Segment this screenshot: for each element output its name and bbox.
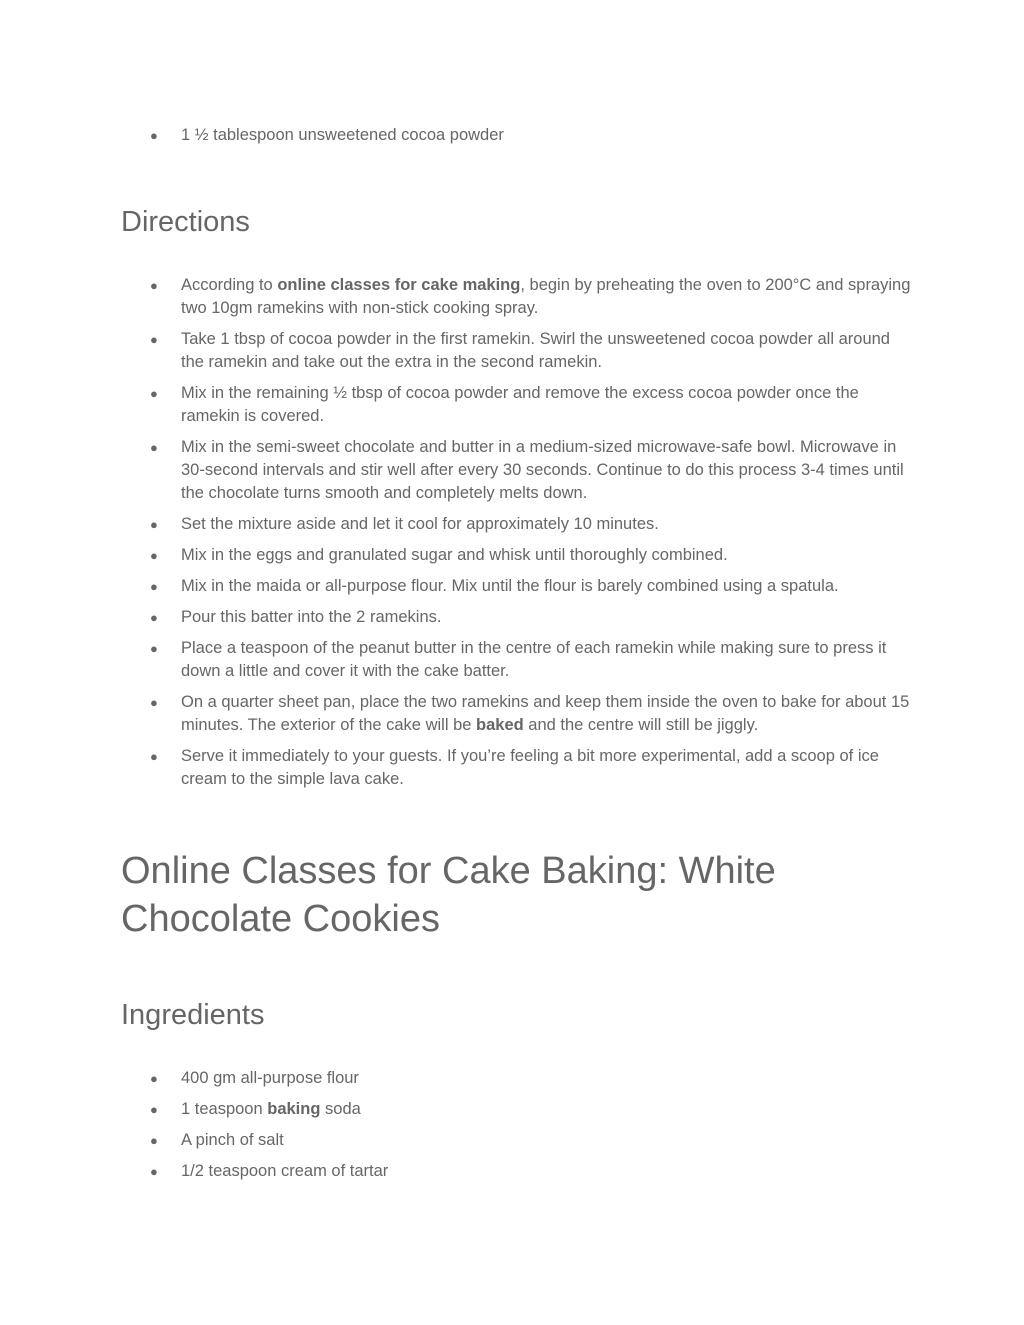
list-item	[0, 1160, 1024, 1183]
list-item	[0, 513, 1024, 536]
list-item-text: Place a teaspoon of the peanut butter in the centre of each ramekin while making sure to press it down a little and cover it with the cake batter.	[181, 639, 887, 680]
list-item-bold-text: baked	[476, 716, 524, 734]
list-item	[0, 606, 1024, 629]
prev-ingredients-list	[0, 124, 1024, 155]
list-item-bold-text: baking	[267, 1100, 321, 1118]
list-item-text: Mix in the semi-sweet chocolate and butter in a medium-sized microwave-safe bowl. Microwave in 30-second intervals and stir well after every 30 seconds. Continue to do this process 3-4 times until the chocolate turns smooth and completely melts down.	[181, 438, 904, 502]
ingredients-heading: Ingredients	[121, 999, 265, 1031]
directions-heading: Directions	[121, 206, 250, 238]
list-item	[0, 691, 1024, 737]
list-item-text: On a quarter sheet pan, place the two ramekins and keep them inside the oven to bake for about 15 minutes. The exterior of the cake will be	[181, 693, 910, 734]
list-item-text: A pinch of salt	[181, 1131, 284, 1149]
list-item	[0, 1098, 1024, 1121]
list-item	[0, 575, 1024, 598]
list-item	[0, 328, 1024, 374]
list-item	[0, 436, 1024, 505]
list-item	[0, 745, 1024, 791]
bullet-icon: ●	[150, 1133, 158, 1148]
section-title: Online Classes for Cake Baking: White Chocolate Cookies	[121, 850, 776, 940]
bullet-icon: ●	[150, 641, 158, 656]
list-item-text: Serve it immediately to your guests. If you’re feeling a bit more experimental, add a scoop of ice cream to the simple lava cake.	[181, 747, 879, 788]
list-item-text: 1/2 teaspoon cream of tartar	[181, 1162, 389, 1180]
list-item	[0, 1067, 1024, 1090]
list-item-text: Set the mixture aside and let it cool for approximately 10 minutes.	[181, 515, 659, 533]
list-item-text: , begin by preheating the oven to 200°C and spraying two 10gm ramekins with non-stick cooking spray.	[181, 276, 911, 317]
bullet-icon: ●	[150, 1071, 158, 1086]
list-item-text: 1 ½ tablespoon unsweetened cocoa powder	[181, 126, 504, 144]
bullet-icon: ●	[150, 749, 158, 764]
list-item	[0, 382, 1024, 428]
bullet-icon: ●	[150, 1102, 158, 1117]
bullet-icon: ●	[150, 1164, 158, 1179]
bullet-icon: ●	[150, 440, 158, 455]
list-item-text: According to	[181, 276, 278, 294]
list-item-text: Mix in the remaining ½ tbsp of cocoa powder and remove the excess cocoa powder once the ramekin is covered.	[181, 384, 859, 425]
bullet-icon: ●	[150, 128, 158, 143]
list-item	[0, 274, 1024, 320]
list-item-text: 1 teaspoon	[181, 1100, 268, 1118]
list-item-text: and the centre will still be jiggly.	[523, 716, 759, 734]
bullet-icon: ●	[150, 386, 158, 401]
ingredients-list	[0, 1067, 1024, 1191]
list-item-text: Mix in the eggs and granulated sugar and whisk until thoroughly combined.	[181, 546, 728, 564]
list-item-bold-text: online classes for cake making	[277, 276, 521, 294]
bullet-icon: ●	[150, 278, 158, 293]
bullet-icon: ●	[150, 610, 158, 625]
list-item-text: 400 gm all-purpose flour	[181, 1069, 359, 1087]
list-item-text: soda	[320, 1100, 361, 1118]
bullet-icon: ●	[150, 548, 158, 563]
bullet-icon: ●	[150, 332, 158, 347]
list-item-text: Pour this batter into the 2 ramekins.	[181, 608, 442, 626]
list-item	[0, 124, 1024, 147]
list-item	[0, 637, 1024, 683]
directions-list	[0, 274, 1024, 799]
list-item	[0, 1129, 1024, 1152]
list-item	[0, 544, 1024, 567]
list-item-text: Mix in the maida or all-purpose flour. Mix until the flour is barely combined using a spatula.	[181, 577, 839, 595]
bullet-icon: ●	[150, 517, 158, 532]
list-item-text: Take 1 tbsp of cocoa powder in the first ramekin. Swirl the unsweetened cocoa powder all around the ramekin and take out the extra in the second ramekin.	[181, 330, 890, 371]
bullet-icon: ●	[150, 695, 158, 710]
bullet-icon: ●	[150, 579, 158, 594]
